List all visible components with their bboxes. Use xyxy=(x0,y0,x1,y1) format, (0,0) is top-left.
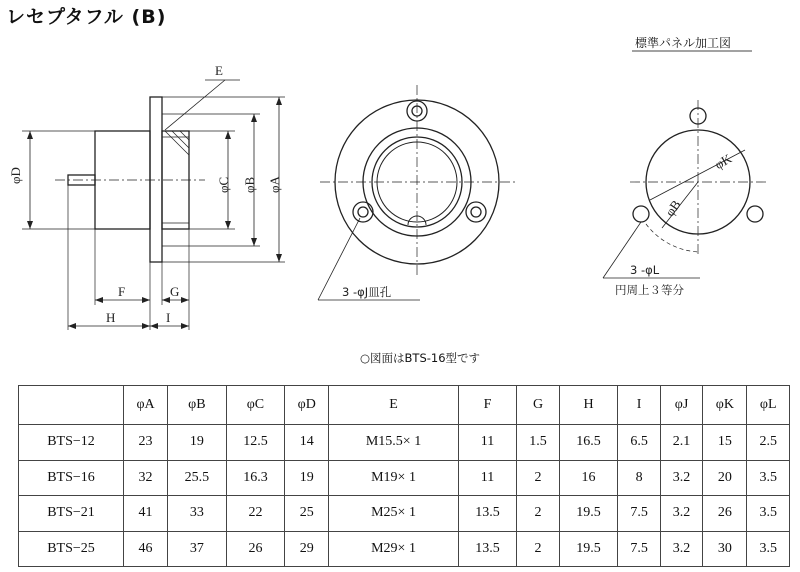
table-header-cell: φD xyxy=(285,386,329,425)
panel-cutout-label: 標準パネル加工図 xyxy=(635,36,732,50)
table-cell: 25.5 xyxy=(168,460,227,496)
table-cell: 13.5 xyxy=(458,496,517,532)
table-header-cell: E xyxy=(329,386,458,425)
table-cell: 3.2 xyxy=(660,496,702,532)
table-cell: 11 xyxy=(458,460,517,496)
table-cell: 19 xyxy=(168,425,227,461)
table-cell: 41 xyxy=(124,496,168,532)
table-cell: 1.5 xyxy=(517,425,559,461)
label-phiB: φB xyxy=(242,176,257,193)
table-cell: 3.2 xyxy=(660,460,702,496)
table-cell: 29 xyxy=(285,531,329,567)
front-view xyxy=(318,85,515,300)
table-cell-model: BTS−21 xyxy=(19,496,124,532)
table-cell: M29× 1 xyxy=(329,531,458,567)
table-cell: 32 xyxy=(124,460,168,496)
table-cell: 3.2 xyxy=(660,531,702,567)
table-cell: 19.5 xyxy=(559,496,618,532)
side-view-flange xyxy=(150,97,162,262)
table-cell: 7.5 xyxy=(618,496,660,532)
label-phiK: φK xyxy=(712,150,735,173)
table-header-cell: G xyxy=(517,386,559,425)
table-cell: 26 xyxy=(703,496,747,532)
table-cell: 19 xyxy=(285,460,329,496)
table-cell: 16.5 xyxy=(559,425,618,461)
label-I: I xyxy=(166,310,171,325)
table-cell: 20 xyxy=(703,460,747,496)
table-cell: 3.5 xyxy=(747,531,790,567)
table-header-cell: φK xyxy=(703,386,747,425)
table-cell: 12.5 xyxy=(226,425,285,461)
label-phiA: φA xyxy=(267,176,282,193)
table-cell-model: BTS−16 xyxy=(19,460,124,496)
label-G: G xyxy=(170,284,180,299)
page-title: レセプタフル (B) xyxy=(6,6,167,28)
table-header-cell: φL xyxy=(747,386,790,425)
table-row xyxy=(19,425,790,461)
label-F: F xyxy=(118,284,126,299)
table-cell: 16.3 xyxy=(226,460,285,496)
table-cell: 2.5 xyxy=(747,425,790,461)
table-cell: M15.5× 1 xyxy=(329,425,458,461)
panel-view xyxy=(603,100,768,278)
table-cell: 13.5 xyxy=(458,531,517,567)
table-header-cell: H xyxy=(559,386,618,425)
table-cell: M25× 1 xyxy=(329,496,458,532)
table-header-cell: φJ xyxy=(660,386,702,425)
label-phiB-panel: φB xyxy=(662,197,684,219)
table-cell: 33 xyxy=(168,496,227,532)
side-view xyxy=(22,80,285,330)
table-row xyxy=(19,460,790,496)
table-cell: 3.5 xyxy=(747,460,790,496)
table-cell: 19.5 xyxy=(559,531,618,567)
table-cell: 2.1 xyxy=(660,425,702,461)
table-cell: 26 xyxy=(226,531,285,567)
table-cell: 15 xyxy=(703,425,747,461)
table-row xyxy=(19,531,790,567)
table-cell: 16 xyxy=(559,460,618,496)
table-header-cell: φC xyxy=(226,386,285,425)
table-cell: 6.5 xyxy=(618,425,660,461)
label-phiC: φC xyxy=(216,176,231,193)
table-cell: 8 xyxy=(618,460,660,496)
drawing-note: ○図面はBTS-16型です xyxy=(360,351,481,365)
table-cell: M19× 1 xyxy=(329,460,458,496)
table-header-cell: φA xyxy=(124,386,168,425)
table-cell: 23 xyxy=(124,425,168,461)
label-phiJ-holes: 3 -φJ皿孔 xyxy=(342,285,392,299)
table-cell: 2 xyxy=(517,531,559,567)
label-E: E xyxy=(215,63,223,78)
table-row xyxy=(19,496,790,532)
label-phiL-holes: 3 -φL xyxy=(630,263,660,277)
side-view-arrows xyxy=(27,97,282,329)
table-cell: 2 xyxy=(517,496,559,532)
dimension-table xyxy=(18,385,790,567)
label-phiD: φD xyxy=(8,167,23,184)
label-H: H xyxy=(106,310,116,325)
table-header-cell: φB xyxy=(168,386,227,425)
table-cell: 3.5 xyxy=(747,496,790,532)
label-hole-spacing: 円周上３等分 xyxy=(615,283,684,297)
table-header-cell: I xyxy=(618,386,660,425)
table-cell: 46 xyxy=(124,531,168,567)
table-cell: 7.5 xyxy=(618,531,660,567)
table-cell: 30 xyxy=(703,531,747,567)
table-cell: 2 xyxy=(517,460,559,496)
table-header-cell xyxy=(19,386,124,425)
table-header-cell: F xyxy=(458,386,517,425)
table-header-row xyxy=(19,386,790,425)
table-cell: 37 xyxy=(168,531,227,567)
table-cell: 22 xyxy=(226,496,285,532)
table-cell-model: BTS−25 xyxy=(19,531,124,567)
table-cell-model: BTS−12 xyxy=(19,425,124,461)
table-cell: 14 xyxy=(285,425,329,461)
table-cell: 11 xyxy=(458,425,517,461)
table-cell: 25 xyxy=(285,496,329,532)
